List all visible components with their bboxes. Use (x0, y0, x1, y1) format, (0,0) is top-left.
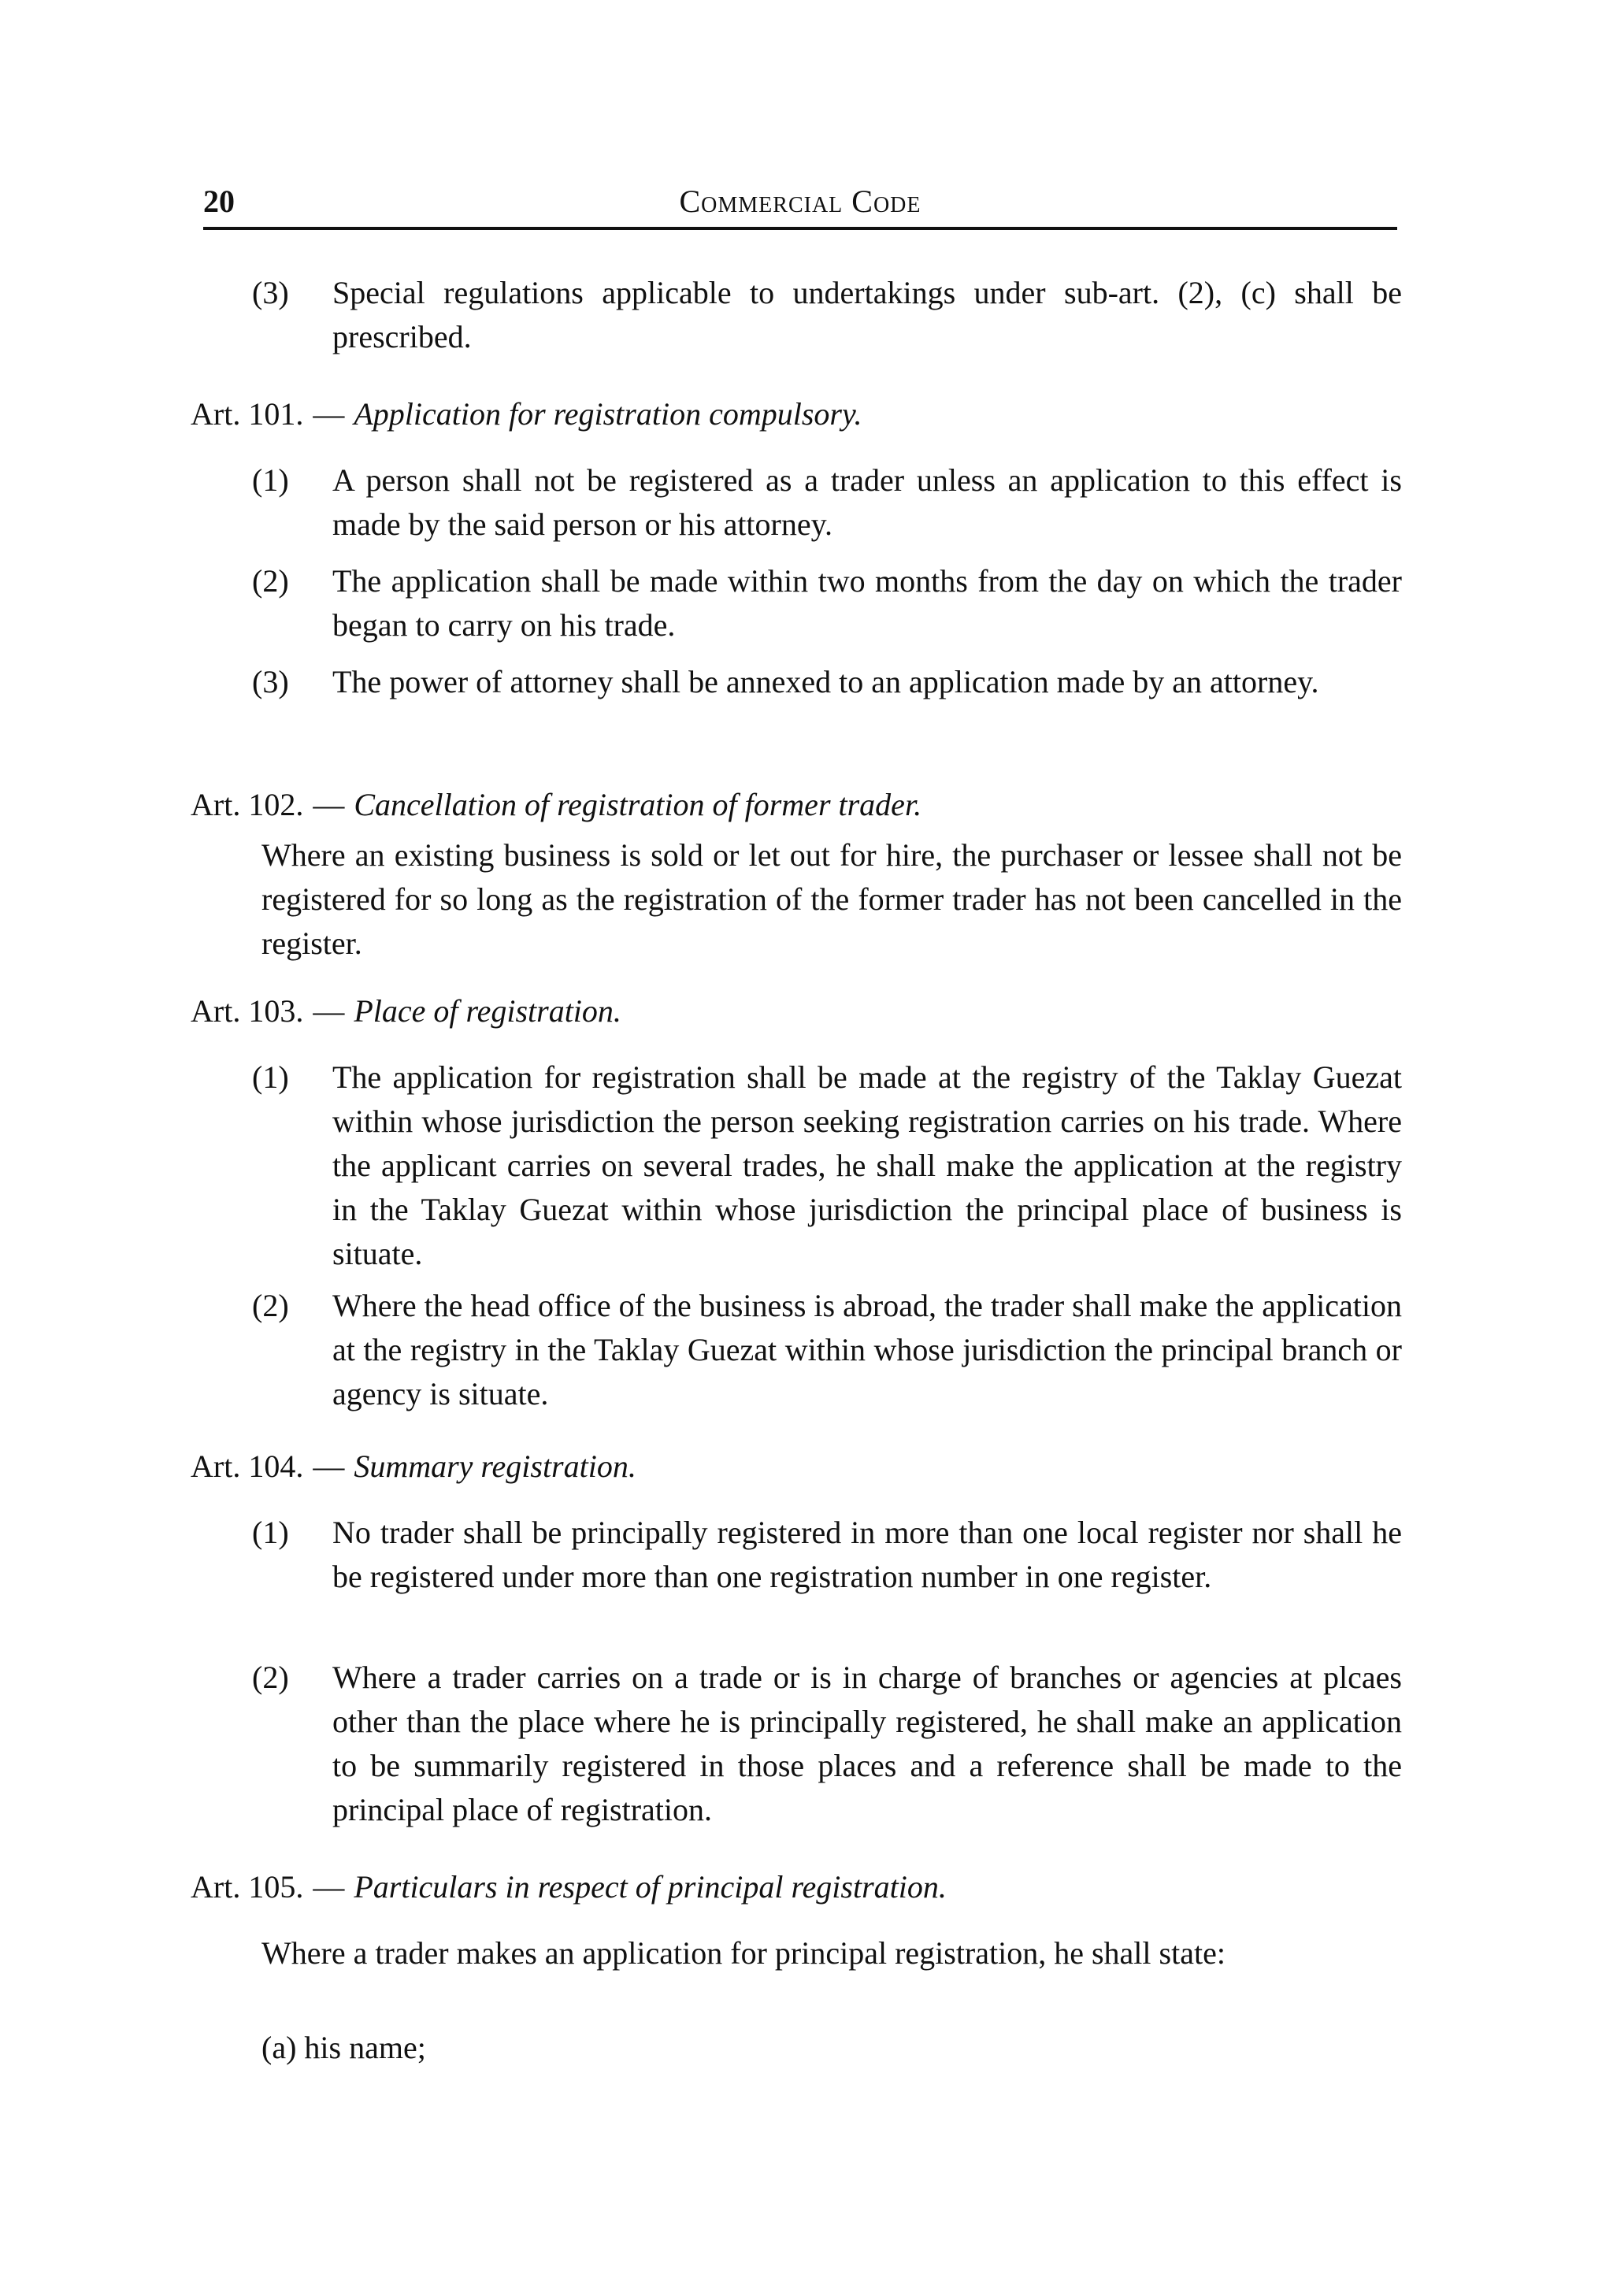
subsection-text: The application shall be made within two months from the day on which the trader began to carry on his trade. (332, 563, 1402, 643)
page-header (203, 180, 1397, 224)
subsection-number: (1) (252, 1515, 289, 1550)
article-heading-102: Art. 102. — Cancellation of registration of former trader. (191, 787, 922, 822)
subsection-number: (2) (252, 563, 289, 599)
subsection-number: (2) (252, 1660, 289, 1695)
subsection-text: The power of attorney shall be annexed to an application made by an attorney. (332, 664, 1319, 699)
subsection-number: (3) (252, 275, 289, 310)
running-title: Commercial Code (679, 184, 921, 219)
article-label: Art. 101. (191, 396, 304, 432)
subsection-text: No trader shall be principally registered in more than one local register nor shall he be registered under more than one registration number in one register. (332, 1515, 1402, 1594)
header-rule (203, 227, 1397, 230)
article-title: Application for registration compulsory. (354, 396, 862, 432)
article-heading-105: Art. 105. — Particulars in respect of principal registration. (191, 1869, 947, 1905)
subsection-number: (1) (252, 1059, 289, 1095)
subsection-preamble-3 (252, 271, 1402, 359)
article-title: Summary registration. (354, 1448, 636, 1484)
article-102-paragraph: Where an existing business is sold or let out for hire, the purchaser or lessee shall not be registered for so long as the registration of the former trader has not been cancelled in the register. (261, 837, 1402, 961)
article-label: Art. 102. (191, 787, 304, 822)
article-title: Cancellation of registration of former trader. (354, 787, 922, 822)
article-heading-103: Art. 103. — Place of registration. (191, 993, 621, 1029)
article-105-item-a: (a) his name; (261, 2030, 426, 2065)
article-label: Art. 103. (191, 993, 304, 1029)
subsection-text: A person shall not be registered as a trader unless an application to this effect is made by the said person or his attorney. (332, 462, 1402, 542)
article-101-subsection-2 (252, 559, 1402, 647)
subsection-number: (3) (252, 664, 289, 699)
article-101-subsection-1 (252, 458, 1402, 547)
article-103-subsection-2 (252, 1284, 1402, 1416)
article-104-subsection-1 (252, 1511, 1402, 1599)
subsection-number: (1) (252, 462, 289, 498)
subsection-number: (2) (252, 1288, 289, 1323)
subsection-text: Special regulations applicable to undertakings under sub-art. (2), (c) shall be prescribed. (332, 275, 1402, 354)
subsection-text: Where the head office of the business is abroad, the trader shall make the application at the registry in the Taklay Guezat within whose jurisdiction the principal branch or agency is situate. (332, 1288, 1402, 1411)
article-title: Particulars in respect of principal registration. (354, 1869, 947, 1905)
article-101-subsection-3 (252, 660, 1402, 704)
article-label: Art. 105. (191, 1869, 304, 1905)
article-heading-104: Art. 104. — Summary registration. (191, 1448, 636, 1484)
article-heading-101: Art. 101. — Application for registration compulsory. (191, 396, 862, 432)
page-number: 20 (203, 184, 235, 219)
subsection-text: The application for registration shall be made at the registry of the Taklay Guezat within whose jurisdiction the person seeking registration carries on his trade. Where the applicant carries on several trades, he shall make the application at the registry in the Taklay Guezat within whose jurisdiction the principal place of business is situate. (332, 1059, 1402, 1271)
article-105-paragraph: Where a trader makes an application for principal registration, he shall state: (261, 1935, 1226, 1971)
article-104-subsection-2 (252, 1656, 1402, 1832)
article-title: Place of registration. (354, 993, 621, 1029)
subsection-text: Where a trader carries on a trade or is in charge of branches or agencies at plcaes other than the place where he is principally registered, he shall make an application to be summarily registered in those places and a reference shall be made to the principal place of registration. (332, 1660, 1402, 1827)
article-label: Art. 104. (191, 1448, 304, 1484)
article-103-subsection-1 (252, 1055, 1402, 1276)
